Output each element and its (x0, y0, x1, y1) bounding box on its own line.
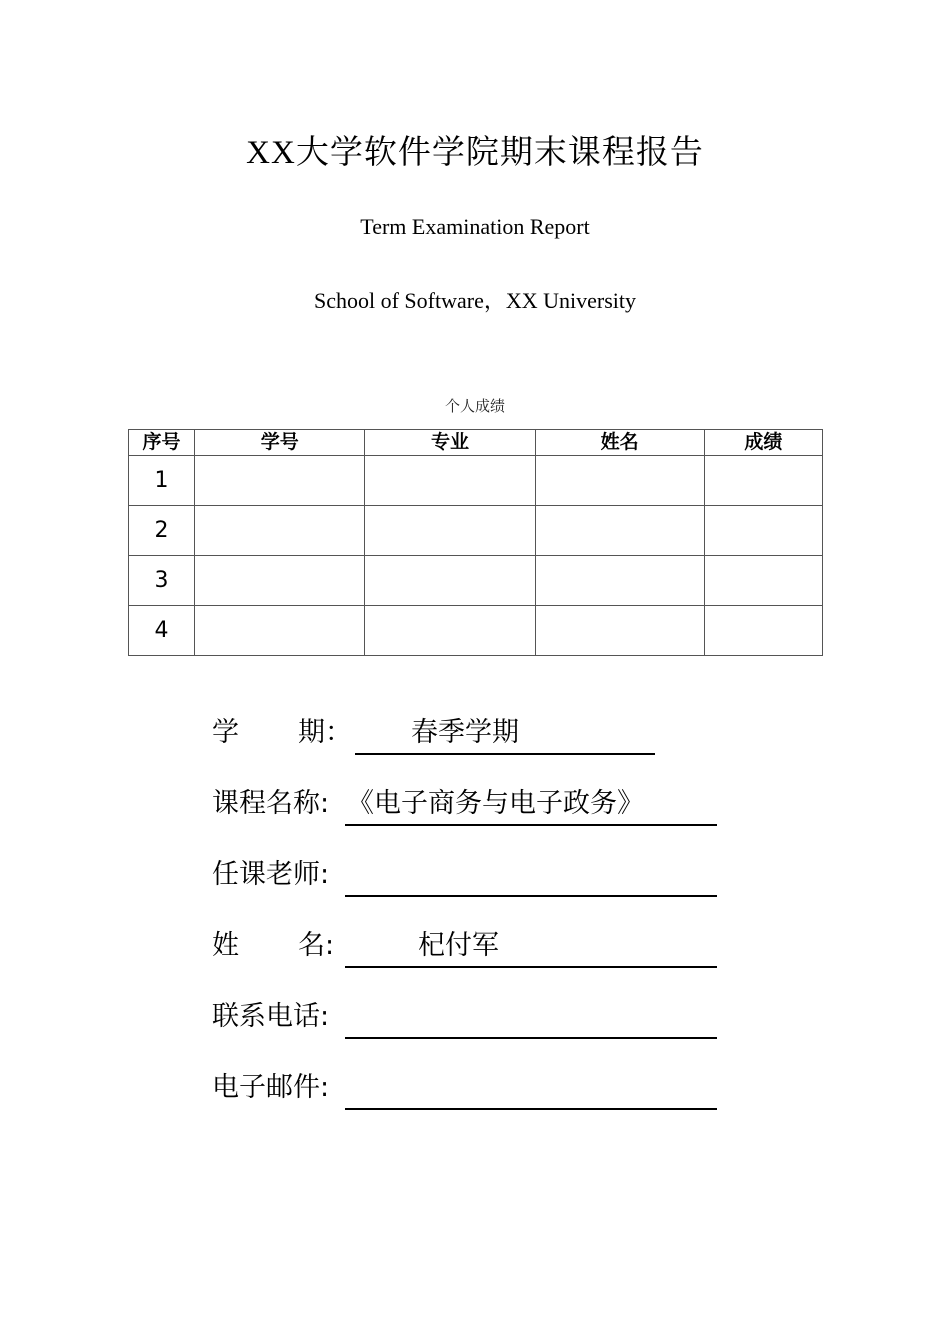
report-title-prefix: XX (246, 135, 296, 171)
table-row (129, 556, 823, 606)
semester-label-b: 期： (298, 717, 352, 748)
english-subtitle: Term Examination Report (360, 214, 590, 239)
teacher-label: 任课老师: (212, 859, 330, 890)
cell-name[interactable] (535, 606, 704, 656)
table-row (129, 606, 823, 656)
student-name-label-a: 姓 (212, 930, 239, 961)
cell-student-id[interactable] (195, 456, 365, 506)
cell-score[interactable] (704, 556, 822, 606)
cell-name[interactable] (535, 456, 704, 506)
email-label: 电子邮件: (212, 1072, 330, 1103)
report-title (0, 126, 950, 173)
cell-seq: 3 (129, 556, 195, 606)
student-name-underline[interactable] (345, 926, 717, 968)
student-name-value[interactable]: 杞付军 (418, 930, 499, 961)
cell-name[interactable] (535, 506, 704, 556)
teacher-underline[interactable] (345, 855, 717, 897)
score-table (128, 429, 823, 656)
header-name: 姓名 (535, 430, 704, 456)
cell-seq: 4 (129, 606, 195, 656)
cell-name[interactable] (535, 556, 704, 606)
table-header-row (129, 430, 823, 456)
phone-underline[interactable] (345, 997, 717, 1039)
header-student-id: 学号 (195, 430, 365, 456)
header-score: 成绩 (704, 430, 822, 456)
student-name-label-b: 名: (298, 930, 335, 961)
cell-student-id[interactable] (195, 606, 365, 656)
cell-student-id[interactable] (195, 556, 365, 606)
course-name-value[interactable]: 《电子商务与电子政务》 (347, 788, 644, 819)
header-seq: 序号 (129, 430, 195, 456)
phone-label: 联系电话: (212, 1001, 330, 1032)
table-caption: 个人成绩 (444, 397, 505, 415)
cell-major[interactable] (365, 456, 535, 506)
cell-seq: 2 (129, 506, 195, 556)
table-row (129, 456, 823, 506)
email-underline[interactable] (345, 1068, 717, 1110)
semester-value[interactable]: 春季学期 (411, 717, 519, 748)
cell-score[interactable] (704, 506, 822, 556)
cell-major[interactable] (365, 556, 535, 606)
english-school-name: School of Software，XX University (313, 288, 636, 313)
table-row (129, 506, 823, 556)
course-name-label: 课程名称: (212, 788, 330, 819)
semester-label-a: 学 (212, 717, 239, 748)
cell-major[interactable] (365, 606, 535, 656)
cell-major[interactable] (365, 506, 535, 556)
cell-score[interactable] (704, 456, 822, 506)
report-title-main: 大学软件学院期末课程报告 (295, 132, 704, 171)
header-major: 专业 (365, 430, 535, 456)
cell-score[interactable] (704, 606, 822, 656)
cell-seq: 1 (129, 456, 195, 506)
cell-student-id[interactable] (195, 506, 365, 556)
